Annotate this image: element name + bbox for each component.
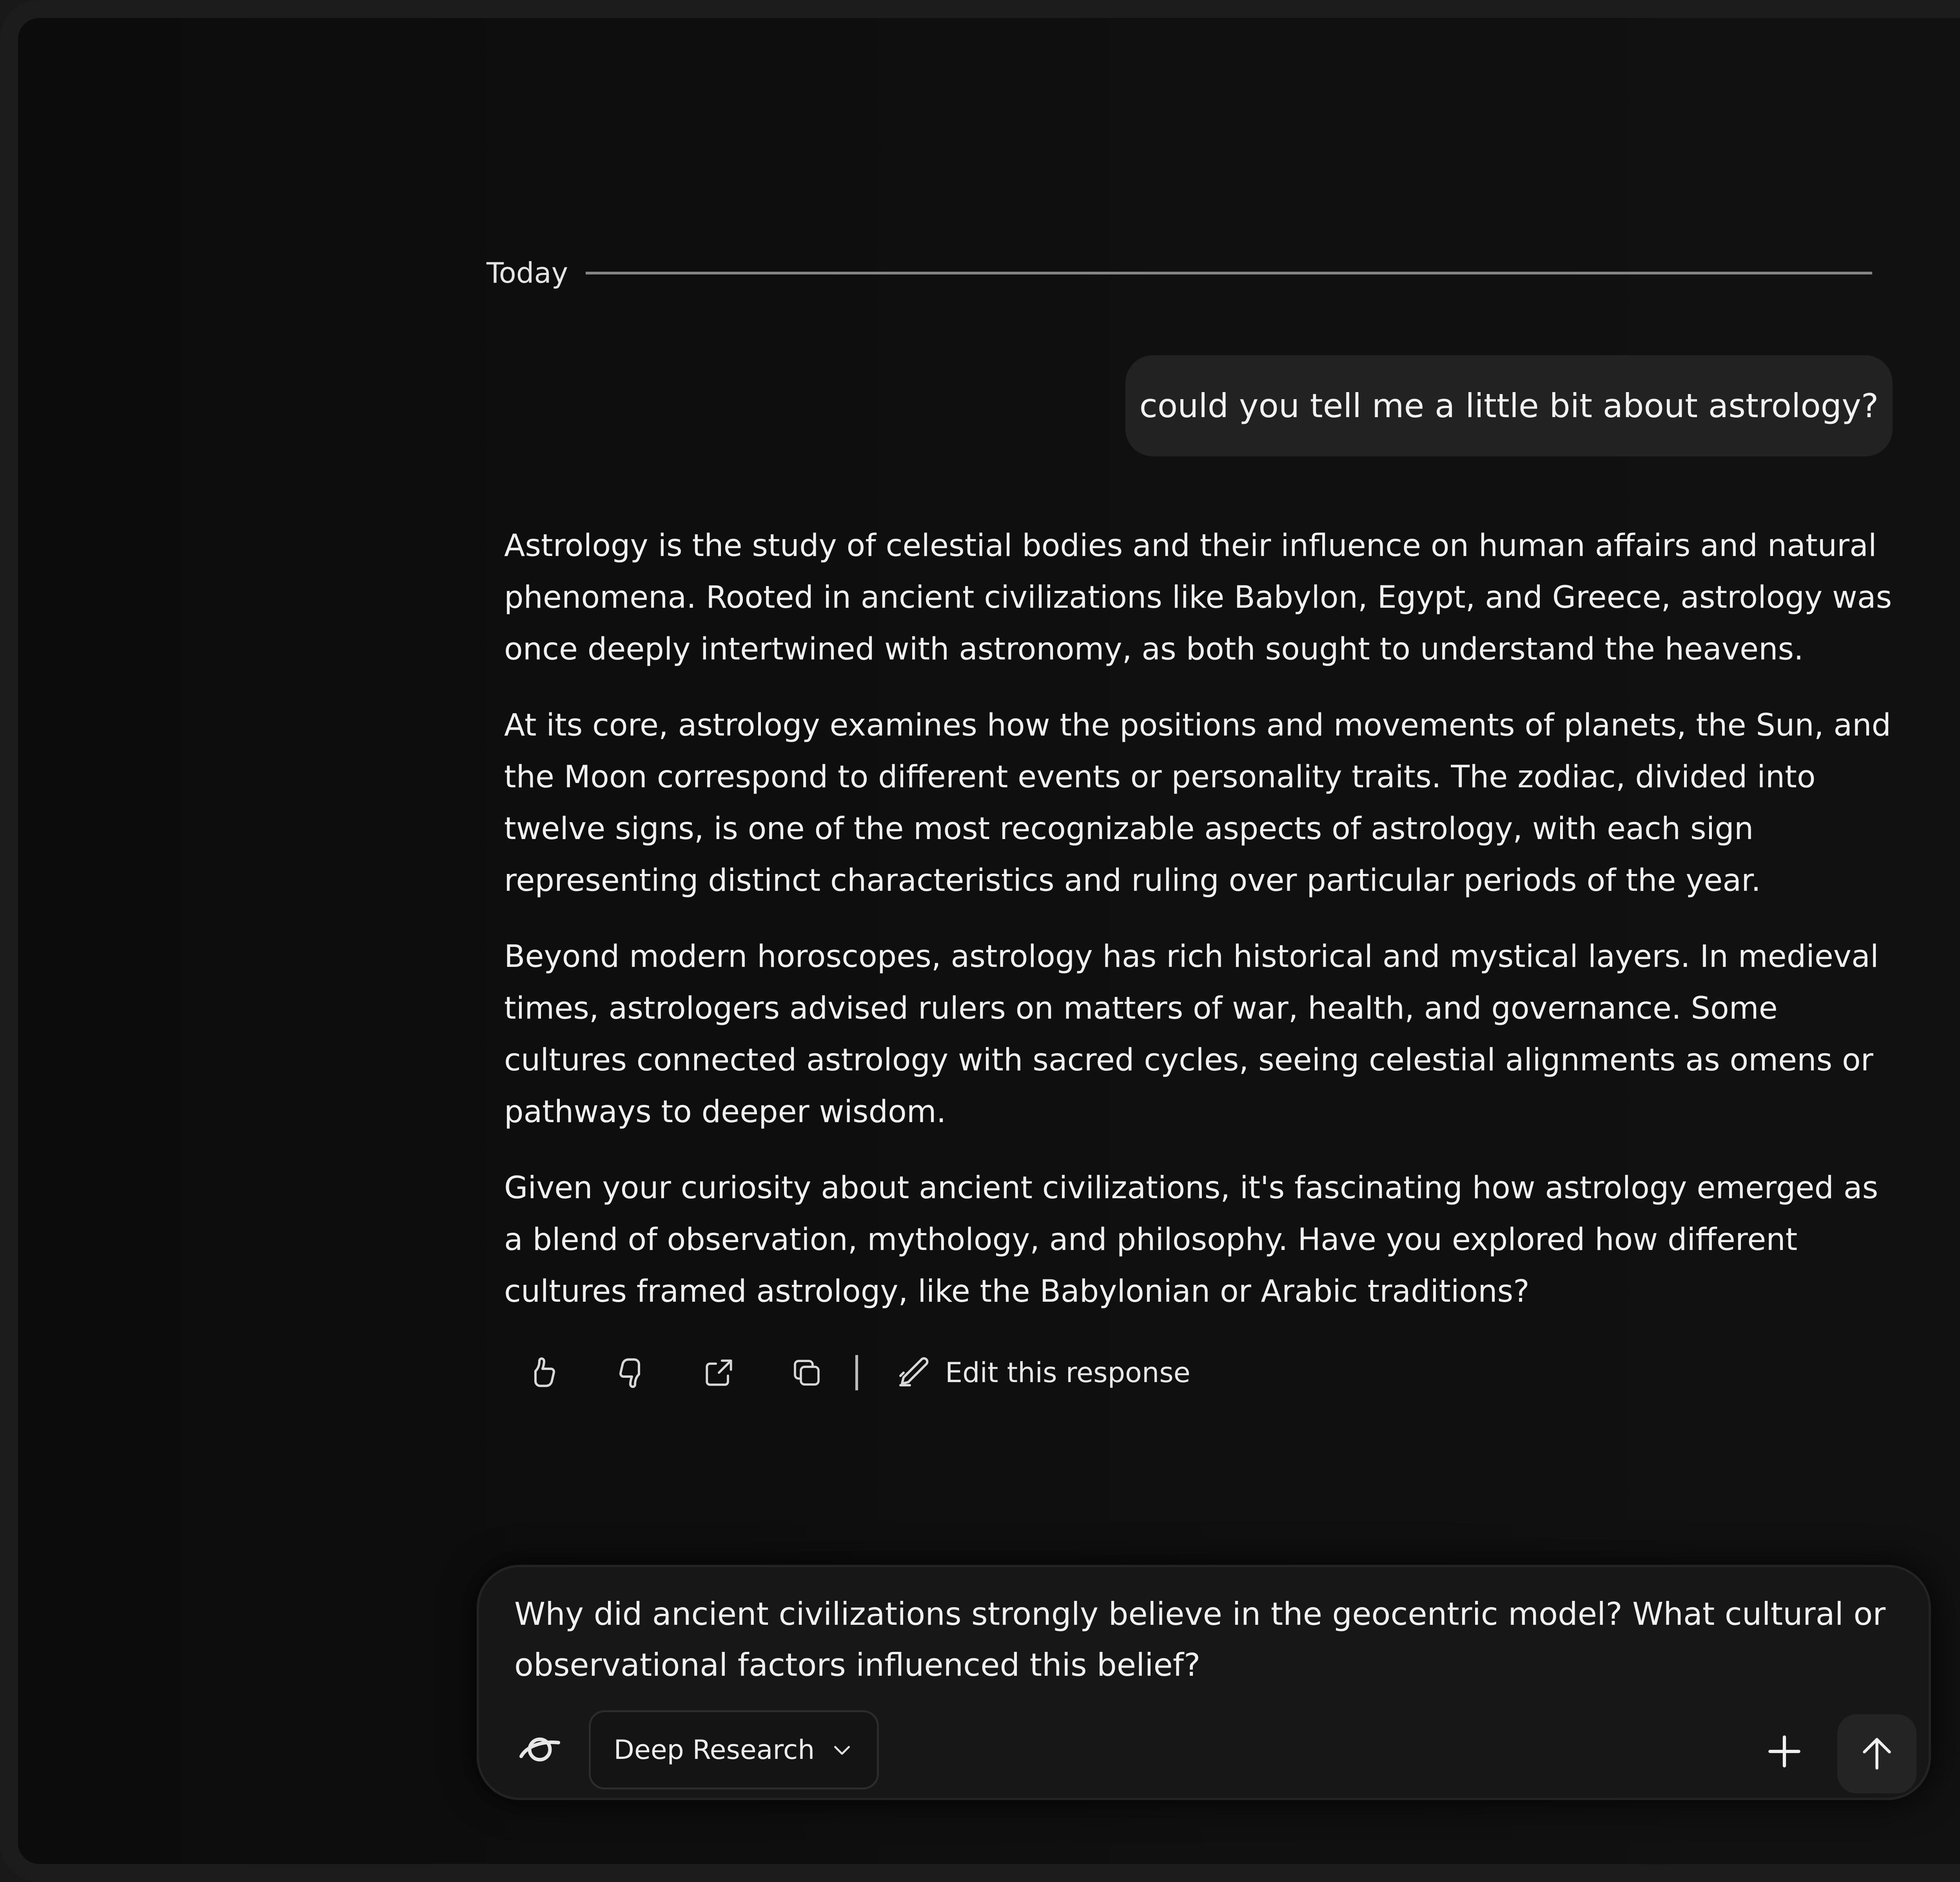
response-paragraph: At its core, astrology examines how the positions and movements of planets, the Sun, and the Moon correspond to different events or personality traits. The zodiac, divided into twelve signs, is one of the most recognizable aspects of astrology, with each sign representing distinct characteristics and ruling over particular periods of the year. bbox=[504, 708, 1891, 898]
edit-response-label: Edit this response bbox=[945, 1357, 1191, 1389]
thumbs-down-icon bbox=[612, 1354, 650, 1392]
send-button[interactable] bbox=[1837, 1714, 1916, 1793]
actions-divider bbox=[855, 1355, 858, 1390]
date-separator bbox=[486, 251, 1872, 294]
date-label: Today bbox=[486, 256, 568, 289]
composer-input[interactable]: Why did ancient civilizations strongly believe in the geocentric model? What cultural or observational factors influenced this belief? bbox=[514, 1596, 1886, 1683]
chevron-down-icon bbox=[830, 1738, 854, 1762]
copy-icon bbox=[789, 1355, 824, 1390]
share-icon bbox=[701, 1355, 737, 1391]
assistant-response bbox=[504, 520, 1900, 1342]
response-paragraph: Astrology is the study of celestial bodies and their influence on human affairs and natural phenomena. Rooted in ancient civilizations like Babylon, Egypt, and Greece, astrology was once deeply intertwined with astronomy, as both sought to understand the heavens. bbox=[504, 528, 1892, 667]
thumbs-up-icon bbox=[524, 1354, 562, 1392]
model-selector-button[interactable] bbox=[514, 1724, 565, 1775]
orbit-icon bbox=[516, 1726, 563, 1773]
user-message-bubble bbox=[1125, 355, 1893, 456]
plus-icon bbox=[1763, 1730, 1806, 1773]
date-divider-line bbox=[586, 272, 1872, 274]
thumbs-up-button[interactable] bbox=[520, 1349, 567, 1396]
mode-dropdown[interactable] bbox=[589, 1710, 879, 1789]
response-paragraph: Beyond modern horoscopes, astrology has rich historical and mystical layers. In medieval times, astrologers advised rulers on matters of war, health, and governance. Some cultures connected astrology with sacred cycles, seeing celestial alignments as omens or pathways to deeper wisdom. bbox=[504, 939, 1879, 1130]
copy-button[interactable] bbox=[783, 1349, 830, 1396]
user-message-text: could you tell me a little bit about astrology? bbox=[1139, 387, 1879, 425]
share-response-button[interactable] bbox=[695, 1349, 742, 1396]
edit-icon bbox=[896, 1354, 933, 1392]
message-composer bbox=[477, 1565, 1931, 1800]
app-background bbox=[18, 18, 1960, 1864]
add-attachment-button[interactable] bbox=[1749, 1716, 1820, 1787]
arrow-up-icon bbox=[1855, 1732, 1898, 1775]
thumbs-down-button[interactable] bbox=[608, 1349, 655, 1396]
mode-label: Deep Research bbox=[613, 1734, 815, 1766]
response-paragraph: Given your curiosity about ancient civilizations, it's fascinating how astrology emerged as a blend of observation, mythology, and philosophy. Have you explored how different cultures framed astrology, like the Babylonian or Arabic traditions? bbox=[504, 1170, 1878, 1309]
response-actions bbox=[520, 1349, 1191, 1396]
edit-response-button[interactable] bbox=[896, 1354, 1191, 1392]
